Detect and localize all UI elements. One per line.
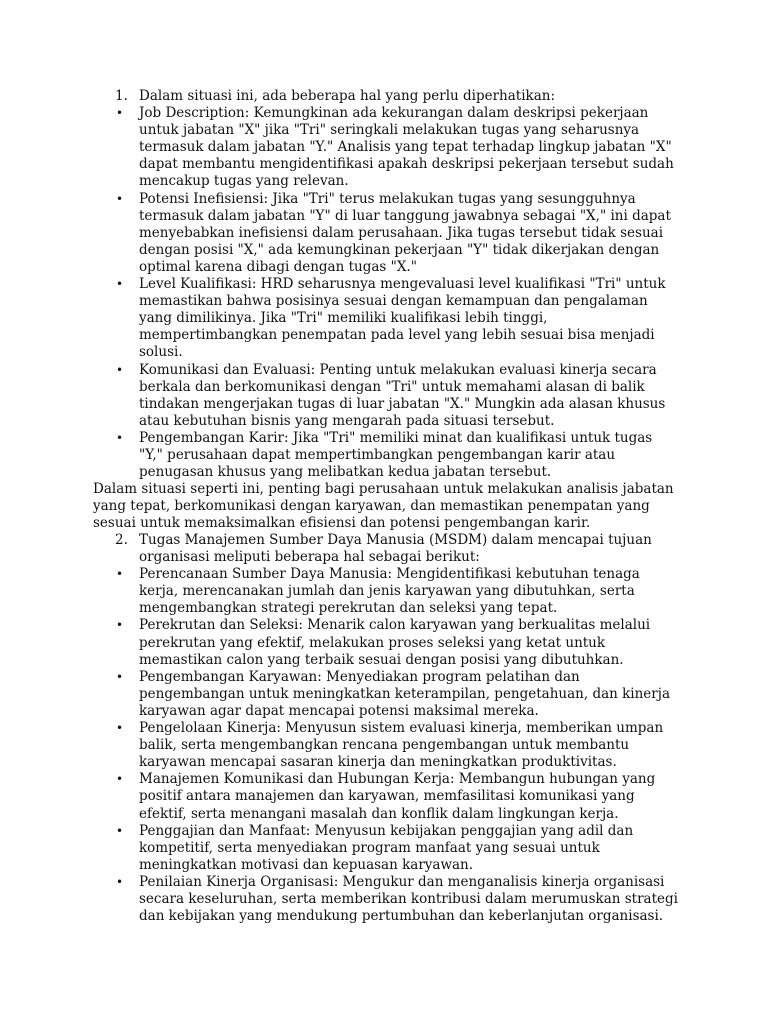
list-item-text: Penggajian dan Manfaat: Menyusun kebijakan penggajian yang adil dan kompetitif, serta menyediakan program manfaat yang sesuai untuk meningkatkan motivasi dan kepuasan karyawan.: [139, 822, 634, 873]
section-2: [0, 532, 768, 925]
bullet-icon: •: [116, 669, 124, 684]
bullet-icon: •: [116, 106, 124, 121]
list-item-text: Pengelolaan Kinerja: Menyusun sistem evaluasi kinerja, memberikan umpan balik, serta mengembangkan rencana pengembangan untuk membantu karyawan mencapai sasaran kinerja dan meningkatkan produktivitas.: [139, 720, 664, 771]
bullet-icon: •: [116, 772, 124, 787]
list-item: [0, 105, 679, 190]
bullet-list-2: [0, 566, 768, 925]
list-item-text: Komunikasi dan Evaluasi: Penting untuk melakukan evaluasi kinerja secara berkala dan berkomunikasi dengan "Tri" untuk memahami alasan di balik tindakan mengerjakan tugas di luar jabatan "X." Mungkin ada alasan khusus atau kebutuhan bisnis yang mengarah pada situasi tersebut.: [139, 361, 666, 429]
list-item-text: Manajemen Komunikasi dan Hubungan Kerja: Membangun hubungan yang positif antara manajemen dan karyawan, memfasilitasi komunikasi yang efektif, serta menangani masalah dan konflik dalam lingkungan kerja.: [139, 771, 656, 822]
bullet-icon: •: [116, 430, 124, 445]
bullet-icon: •: [116, 362, 124, 377]
list-item-text: Pengembangan Karir: Jika "Tri" memiliki minat dan kualifikasi untuk tugas "Y," perusahaan dapat mempertimbangkan pengembangan karir atau penugasan khusus yang melibatkan kedua jabatan tersebut.: [139, 429, 653, 481]
list-item-text: Perencanaan Sumber Daya Manusia: Mengidentifikasi kebutuhan tenaga kerja, merencanakan jumlah dan jenis karyawan yang dibutuhkan, serta mengembangkan strategi perekrutan dan seleksi yang tepat.: [139, 566, 640, 617]
list-item: [0, 874, 679, 925]
list-item-text: Perekrutan dan Seleksi: Menarik calon karyawan yang berkualitas melalui perekrutan yang efektif, melakukan proses seleksi yang ketat untuk memastikan calon yang terbaik sesuai dengan posisi yang dibutuhkan.: [139, 617, 651, 668]
list-item: [0, 362, 679, 430]
item-number: 2.: [115, 532, 128, 548]
list-item-text: Potensi Inefisiensi: Jika "Tri" terus melakukan tugas yang sesungguhnya termasuk dalam jabatan "Y" di luar tanggung jawabnya sebagai "X," ini dapat menyebabkan inefisiensi dalam perusahaan. Jika tugas tersebut tidak sesuai dengan posisi "X," ada kemungkinan pekerjaan "Y" tidak dikerjakan dengan optimal karena dibagi dengan tugas "X.": [139, 190, 671, 275]
conclusion-paragraph: Dalam situasi seperti ini, penting bagi perusahaan untuk melakukan analisis jabatan yang tepat, berkomunikasi dengan karyawan, dan memastikan penempatan yang sesuai untuk memaksimalkan efisiensi dan potensi pengembangan karir.: [93, 481, 674, 532]
list-item: [0, 276, 679, 361]
section-1: [0, 88, 768, 532]
list-item: [0, 617, 679, 668]
item-intro: Tugas Manajemen Sumber Daya Manusia (MSDM) dalam mencapai tujuan organisasi meliputi beberapa hal sebagai berikut:: [139, 532, 652, 566]
list-item-text: Pengembangan Karyawan: Menyediakan program pelatihan dan pengembangan untuk meningkatkan keterampilan, pengetahuan, dan kinerja karyawan agar dapat mencapai potensi maksimal mereka.: [139, 668, 670, 719]
numbered-item-2: [0, 532, 679, 566]
list-item: [0, 823, 679, 874]
list-item-text: Job Description: Kemungkinan ada kekurangan dalam deskripsi pekerjaan untuk jabatan "X" jika "Tri" seringkali melakukan tugas yang seharusnya termasuk dalam jabatan "Y." Analisis yang tepat terhadap lingkup jabatan "X" dapat membantu mengidentifikasi apakah deskripsi pekerjaan tersebut sudah mencakup tugas yang relevan.: [139, 105, 674, 190]
bullet-icon: •: [116, 191, 124, 206]
item-number: 1.: [115, 88, 128, 104]
list-item: [0, 720, 679, 771]
bullet-icon: •: [116, 823, 124, 838]
bullet-icon: •: [116, 567, 124, 582]
numbered-item-1: [0, 88, 679, 105]
list-item: [0, 771, 679, 822]
list-item-text: Level Kualifikasi: HRD seharusnya mengevaluasi level kualifikasi "Tri" untuk memastikan bahwa posisinya sesuai dengan kemampuan dan pengalaman yang dimilikinya. Jika "Tri" memiliki kualifikasi lebih tinggi, mempertimbangkan penempatan pada level yang lebih sesuai bisa menjadi solusi.: [139, 276, 666, 361]
list-item-text: Penilaian Kinerja Organisasi: Mengukur dan menganalisis kinerja organisasi secara keseluruhan, serta memberikan kontribusi dalam merumuskan strategi dan kebijakan yang mendukung pertumbuhan dan keberlanjutan organisasi.: [139, 873, 678, 925]
list-item: [0, 191, 679, 276]
list-item: [0, 430, 679, 481]
list-item: [0, 669, 679, 720]
bullet-icon: •: [116, 721, 124, 736]
bullet-icon: •: [116, 618, 124, 633]
item-intro: Dalam situasi ini, ada beberapa hal yang perlu diperhatikan:: [139, 88, 556, 104]
bullet-icon: •: [116, 277, 124, 292]
bullet-icon: •: [116, 874, 124, 889]
list-item: [0, 566, 679, 617]
bullet-list-1: [0, 105, 768, 481]
